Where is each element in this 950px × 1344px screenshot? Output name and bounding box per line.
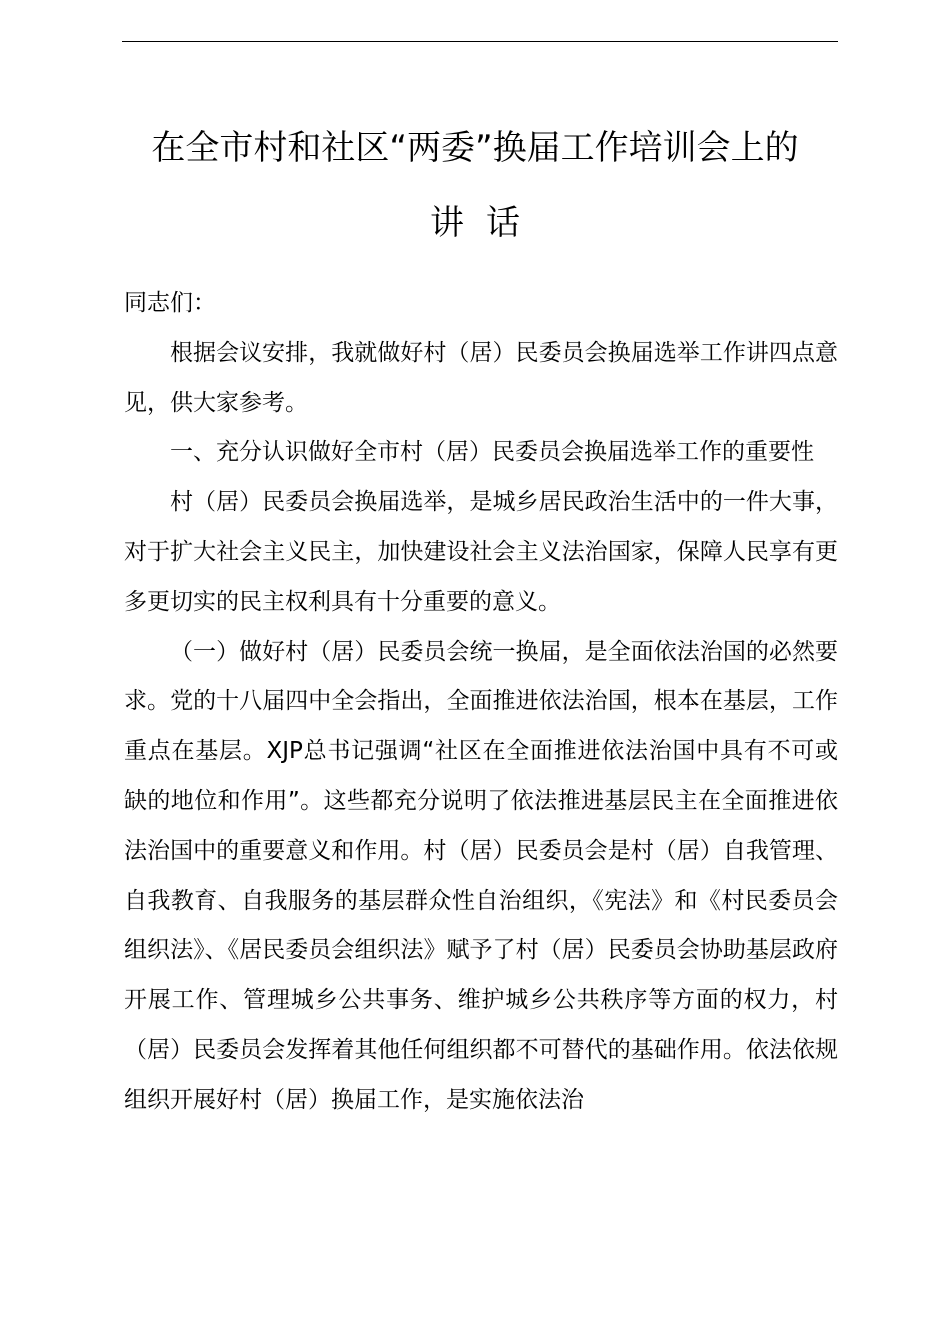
salutation: 同志们： <box>124 290 216 316</box>
document-title: 在全市村和社区“两委”换届工作培训会上的 <box>151 128 799 168</box>
document-body <box>124 279 838 1126</box>
paragraph: （一）做好村（居）民委员会统一换届，是全面依法治国的必然要求。党的十八届四中全会指出，全面推进依法治国，根本在基层，工作重点在基层。XJP总书记强调“社区在全面推进依法治国中具有不可或缺的地位和作用”。这些都充分说明了依法推进基层民主在全面推进依法治国中的重要意义和作用。村（居）民委员会是村（居）自我管理、自我教育、自我服务的基层群众性自治组织，《宪法》和《村民委员会组织法》、《居民委员会组织法》赋予了村（居）民委员会协助基层政府开展工作、管理城乡公共事务、维护城乡公共秩序等方面的权力，村（居）民委员会发挥着其他任何组织都不可替代的基础作用。依法依规组织开展好村（居）换届工作，是实施依法治 <box>124 638 838 1113</box>
paragraph-intro: 根据会议安排，我就做好村（居）民委员会换届选举工作讲四点意见，供大家参考。 <box>124 339 838 416</box>
section-heading-1: 一、充分认识做好全市村（居）民委员会换届选举工作的重要性 <box>170 439 814 466</box>
document-title-line2: 讲话 <box>430 203 542 243</box>
paragraph: 村（居）民委员会换届选举，是城乡居民政治生活中的一件大事，对于扩大社会主义民主，加快建设社会主义法治国家，保障人民享有更多更切实的民主权利具有十分重要的意义。 <box>124 489 838 615</box>
header-rule <box>122 41 838 42</box>
